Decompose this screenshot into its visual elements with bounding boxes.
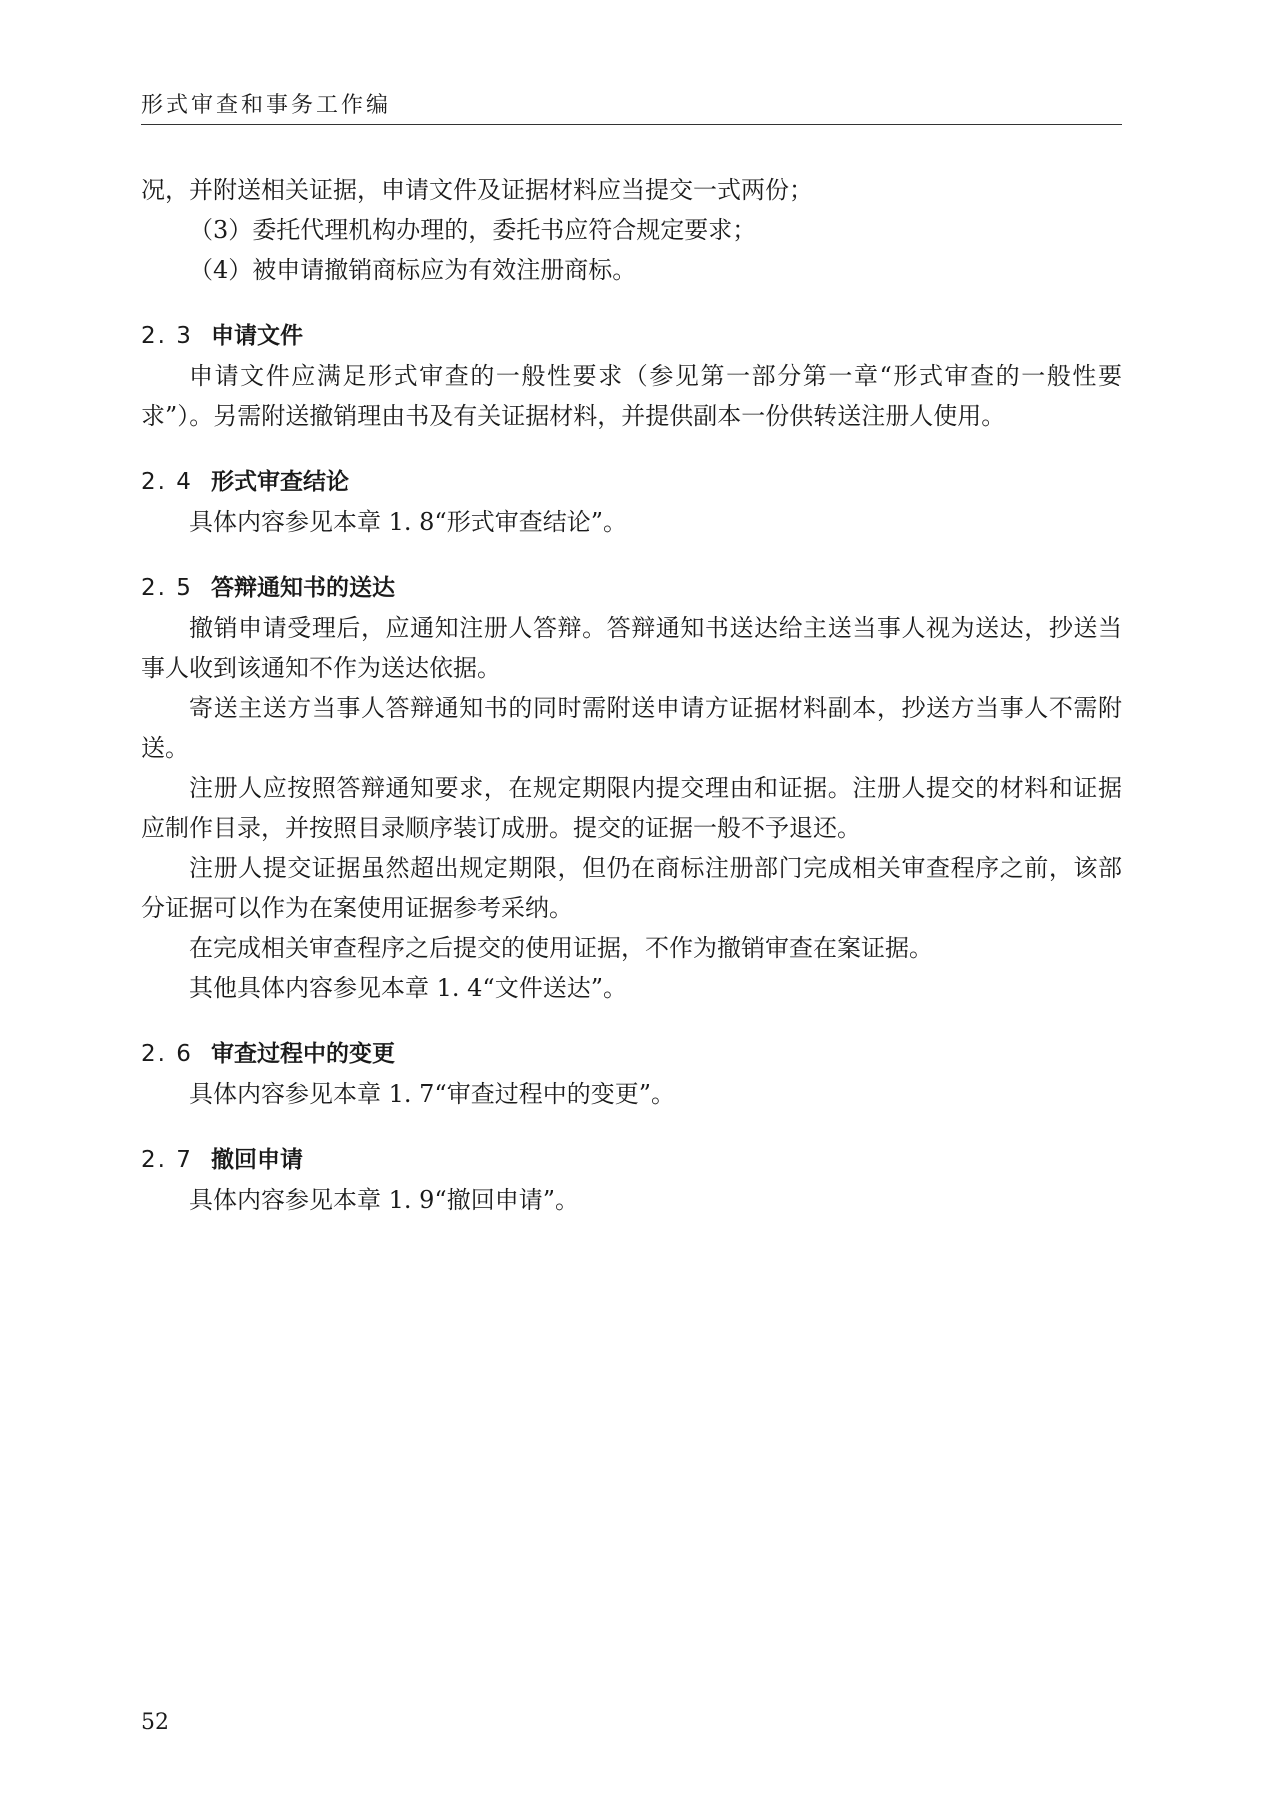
header-rule — [141, 124, 1122, 125]
section-heading — [141, 316, 1122, 356]
section-title: 审查过程中的变更 — [211, 1041, 395, 1067]
paragraph: 注册人提交证据虽然超出规定期限，但仍在商标注册部门完成相关审查程序之前，该部分证据可以作为在案使用证据参考采纳。 — [141, 854, 1122, 922]
paragraph: 具体内容参见本章 1. 8“形式审查结论”。 — [189, 508, 627, 536]
paragraph: 注册人应按照答辩通知要求，在规定期限内提交理由和证据。注册人提交的材料和证据应制作目录，并按照目录顺序装订成册。提交的证据一般不予退还。 — [141, 774, 1122, 842]
paragraph: 具体内容参见本章 1. 7“审查过程中的变更”。 — [189, 1080, 675, 1108]
paragraph: 申请文件应满足形式审查的一般性要求（参见第一部分第一章“形式审查的一般性要求”）。另需附送撤销理由书及有关证据材料，并提供副本一份供转送注册人使用。 — [141, 362, 1122, 430]
paragraph: 撤销申请受理后，应通知注册人答辩。答辩通知书送达给主送当事人视为送达，抄送当事人收到该通知不作为送达依据。 — [141, 614, 1122, 682]
section-number: 2. 6 — [141, 1041, 193, 1067]
section-title: 形式审查结论 — [211, 469, 349, 495]
section-title: 撤回申请 — [211, 1147, 303, 1173]
section-number: 2. 7 — [141, 1147, 193, 1173]
section-title: 答辩通知书的送达 — [211, 575, 395, 601]
section-heading — [141, 1034, 1122, 1074]
section-title: 申请文件 — [211, 323, 303, 349]
page-number: 52 — [141, 1710, 169, 1735]
paragraph: 其他具体内容参见本章 1. 4“文件送达”。 — [189, 974, 627, 1002]
paragraph: 具体内容参见本章 1. 9“撤回申请”。 — [189, 1186, 579, 1214]
running-head: 形式审查和事务工作编 — [141, 93, 392, 118]
section-number: 2. 3 — [141, 323, 193, 349]
paragraph: 在完成相关审查程序之后提交的使用证据，不作为撤销审查在案证据。 — [189, 934, 933, 962]
section-number: 2. 4 — [141, 469, 193, 495]
section-heading — [141, 1140, 1122, 1180]
list-item: （4）被申请撤销商标应为有效注册商标。 — [189, 256, 637, 284]
paragraph: 寄送主送方当事人答辩通知书的同时需附送申请方证据材料副本，抄送方当事人不需附送。 — [141, 694, 1122, 762]
section-heading — [141, 462, 1122, 502]
section-heading — [141, 568, 1122, 608]
section-number: 2. 5 — [141, 575, 193, 601]
list-item: （3）委托代理机构办理的，委托书应符合规定要求； — [189, 216, 757, 244]
paragraph: 况，并附送相关证据，申请文件及证据材料应当提交一式两份； — [141, 176, 813, 204]
body-text — [141, 170, 1122, 1220]
